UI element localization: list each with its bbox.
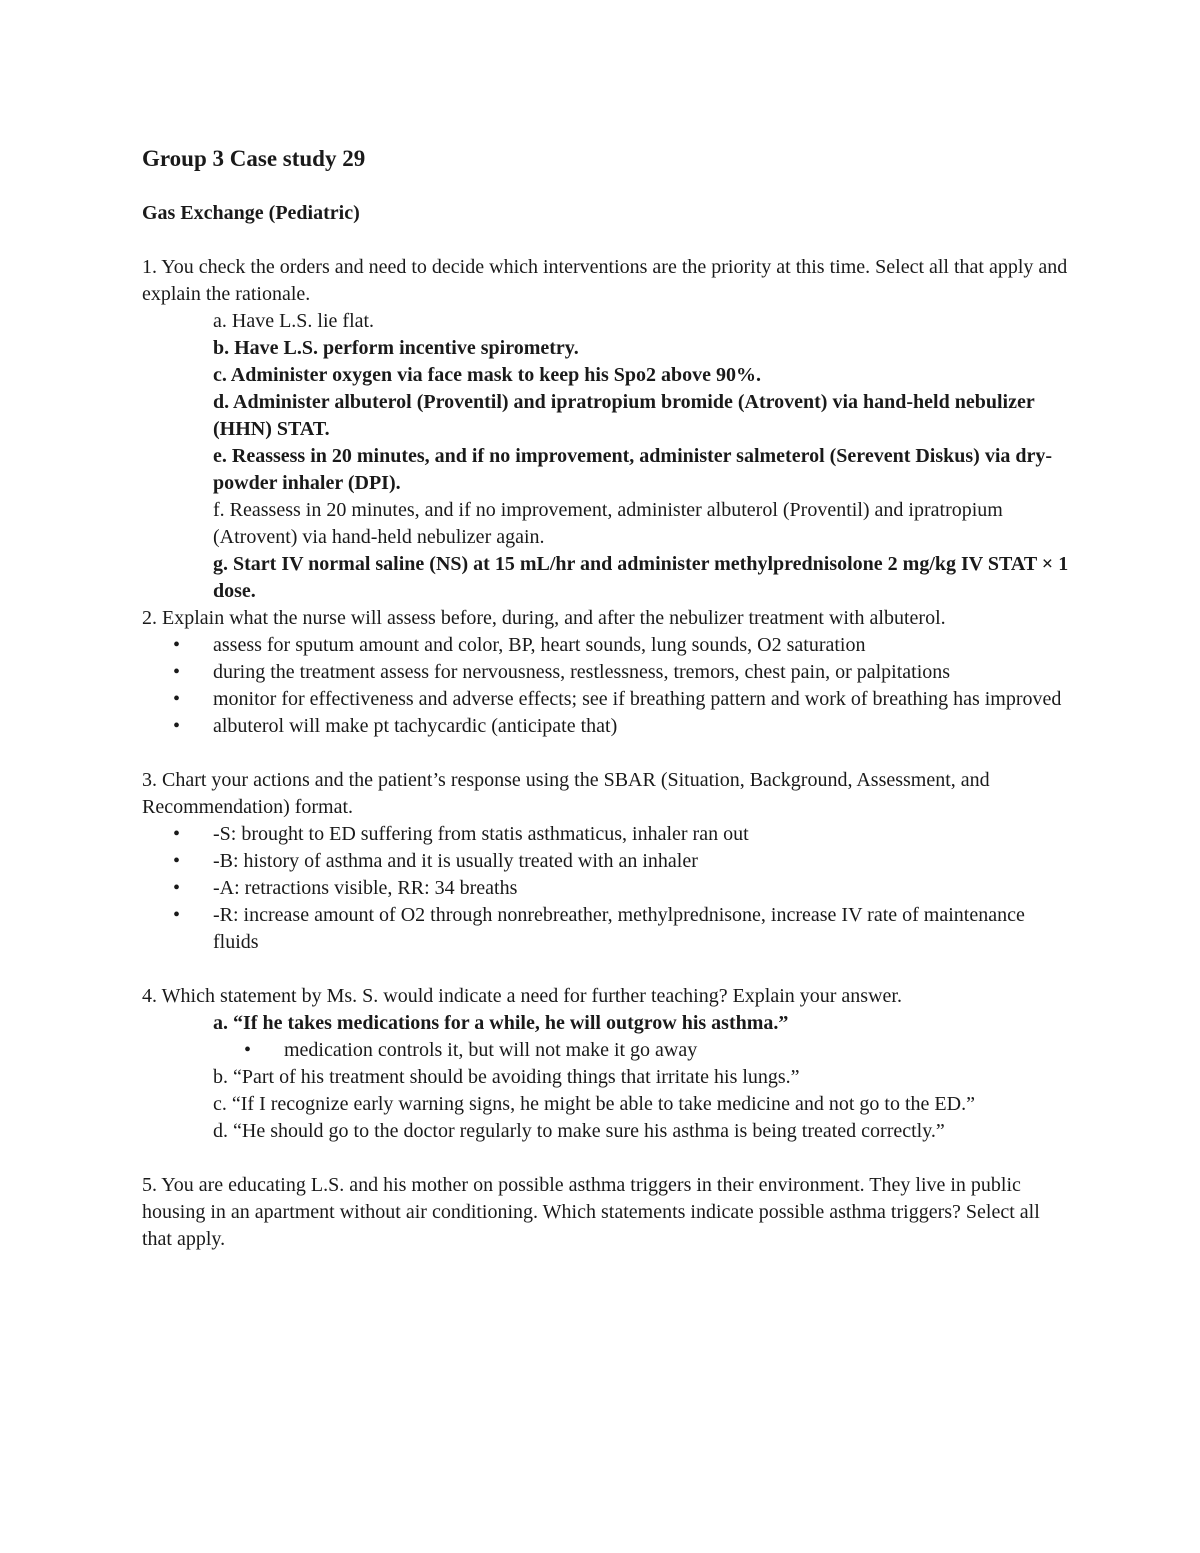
q1-option-a: a. Have L.S. lie flat. <box>213 310 375 332</box>
list-item: • -B: history of asthma and it is usually treated with an inhaler <box>142 848 1072 875</box>
q4-option-d: d. “He should go to the doctor regularly to make sure his asthma is being treated correctly.” <box>213 1120 945 1142</box>
q1-option-g: g. Start IV normal saline (NS) at 15 mL/hr and administer methylprednisolone 2 mg/kg IV STAT × 1 dose. <box>213 553 1069 602</box>
page-title: Group 3 Case study 29 <box>142 146 366 171</box>
list-item: • -R: increase amount of O2 through nonrebreather, methylprednisone, increase IV rate of maintenance fluids <box>142 902 1072 956</box>
spacer <box>142 956 1072 983</box>
q4-option-a-notes <box>142 1037 1072 1064</box>
q1-option-f: f. Reassess in 20 minutes, and if no improvement, administer albuterol (Proventil) and ipratropium (Atrovent) via hand-held nebulizer again. <box>213 499 1003 548</box>
question-4-prompt: 4. Which statement by Ms. S. would indicate a need for further teaching? Explain your answer. <box>142 985 902 1007</box>
q1-option-b: b. Have L.S. perform incentive spirometry. <box>213 337 579 359</box>
question-5-prompt: 5. You are educating L.S. and his mother on possible asthma triggers in their environment. They live in public housing in an apartment without air conditioning. Which statements indicate possible asthma triggers? Select all that apply. <box>142 1174 1040 1250</box>
q4-option-c: c. “If I recognize early warning signs, he might be able to take medicine and not go to the ED.” <box>213 1093 975 1115</box>
q2-answer-list <box>142 632 1072 740</box>
question-2-prompt: 2. Explain what the nurse will assess before, during, and after the nebulizer treatment with albuterol. <box>142 607 946 629</box>
q3-sbar-list <box>142 821 1072 956</box>
document-body <box>142 200 1072 1253</box>
q4-option-b: b. “Part of his treatment should be avoiding things that irritate his lungs.” <box>213 1066 800 1088</box>
spacer <box>142 227 1072 254</box>
question-1-prompt: 1. You check the orders and need to decide which interventions are the priority at this time. Select all that apply and explain the rationale. <box>142 256 1068 305</box>
list-item: • assess for sputum amount and color, BP, heart sounds, lung sounds, O2 saturation <box>142 632 1072 659</box>
q1-option-d: d. Administer albuterol (Proventil) and ipratropium bromide (Atrovent) via hand-held nebulizer (HHN) STAT. <box>213 391 1035 440</box>
list-item: • -S: brought to ED suffering from statis asthmaticus, inhaler ran out <box>142 821 1072 848</box>
list-item: • monitor for effectiveness and adverse effects; see if breathing pattern and work of breathing has improved <box>142 686 1072 713</box>
list-item: • -A: retractions visible, RR: 34 breaths <box>142 875 1072 902</box>
section-subtitle: Gas Exchange (Pediatric) <box>142 202 360 224</box>
spacer <box>142 740 1072 767</box>
list-item: • medication controls it, but will not make it go away <box>142 1037 1072 1064</box>
question-3-prompt: 3. Chart your actions and the patient’s response using the SBAR (Situation, Background, Assessment, and Recommendation) format. <box>142 769 990 818</box>
q1-option-e: e. Reassess in 20 minutes, and if no improvement, administer salmeterol (Serevent Diskus) via dry-powder inhaler (DPI). <box>213 445 1053 494</box>
q4-option-a: a. “If he takes medications for a while, he will outgrow his asthma.” <box>213 1012 789 1034</box>
list-item: • during the treatment assess for nervousness, restlessness, tremors, chest pain, or palpitations <box>142 659 1072 686</box>
list-item: • albuterol will make pt tachycardic (anticipate that) <box>142 713 1072 740</box>
spacer <box>142 1145 1072 1172</box>
q1-option-c: c. Administer oxygen via face mask to keep his Spo2 above 90%. <box>213 364 761 386</box>
